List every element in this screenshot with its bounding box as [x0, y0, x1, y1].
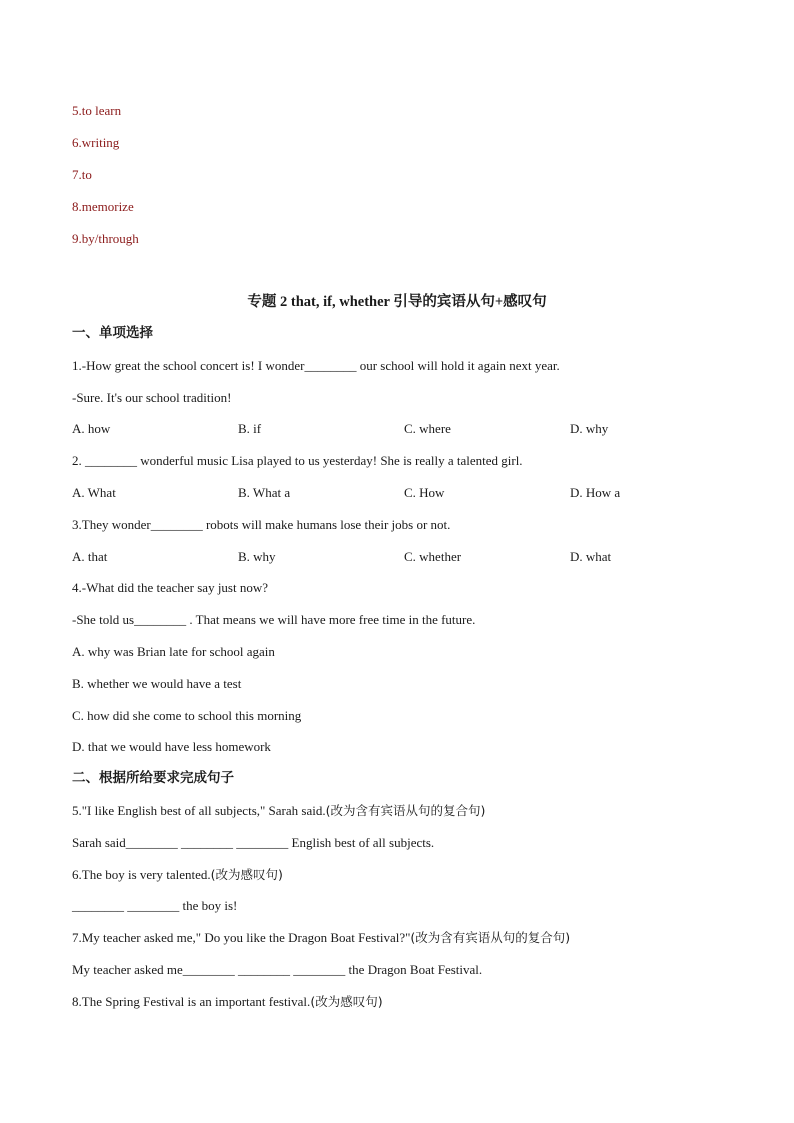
q4-reply: -She told us________ . That means we will have more free time in the future. — [72, 612, 476, 627]
answer-9: 9.by/through — [72, 231, 139, 246]
q5-answer-line: Sarah said________ ________ ________ English best of all subjects. — [72, 835, 435, 850]
q2-option-d: D. How a — [570, 485, 621, 500]
q7-prompt — [72, 930, 570, 946]
q3-option-c: C. whether — [404, 549, 462, 564]
q5-prompt — [72, 803, 485, 819]
q3-stem: 3.They wonder________ robots will make humans lose their jobs or not. — [72, 517, 451, 532]
q4-option-c: C. how did she come to school this morning — [72, 708, 302, 723]
q6-sentence: 6.The boy is very talented. — [72, 867, 211, 882]
q5-instruction: (改为含有宾语从句的复合句) — [325, 803, 486, 818]
answer-5: 5.to learn — [72, 103, 122, 118]
q4-stem: 4.-What did the teacher say just now? — [72, 580, 269, 595]
answer-6: 6.writing — [72, 135, 120, 150]
q1-stem: 1.-How great the school concert is! I wonder________ our school will hold it again next year. — [72, 358, 560, 373]
q7-answer-line: My teacher asked me________ ________ ________ the Dragon Boat Festival. — [72, 962, 483, 977]
answer-7: 7.to — [72, 167, 92, 182]
q6-prompt — [72, 867, 283, 883]
topic-title: 专题 2 that, if, whether 引导的宾语从句+感叹句 — [247, 294, 547, 310]
q1-option-a: A. how — [72, 421, 111, 436]
q2-stem: 2. ________ wonderful music Lisa played to us yesterday! She is really a talented girl. — [72, 453, 523, 468]
section-heading-multiple-choice: 一、单项选择 — [72, 325, 153, 341]
q7-instruction: (改为含有宾语从句的复合句) — [410, 930, 571, 945]
q2-option-a: A. What — [72, 485, 116, 500]
answer-8: 8.memorize — [72, 199, 134, 214]
q6-instruction: (改为感叹句) — [210, 867, 283, 882]
q8-prompt — [72, 994, 383, 1010]
q7-sentence: 7.My teacher asked me," Do you like the Dragon Boat Festival?" — [72, 930, 411, 945]
q2-option-c: C. How — [404, 485, 445, 500]
q3-option-a: A. that — [72, 549, 108, 564]
q1-option-c: C. where — [404, 421, 451, 436]
q5-sentence: 5."I like English best of all subjects," Sarah said. — [72, 803, 326, 818]
q4-option-b: B. whether we would have a test — [72, 676, 242, 691]
q4-option-d: D. that we would have less homework — [72, 739, 271, 754]
q3-option-b: B. why — [238, 549, 276, 564]
q1-option-d: D. why — [570, 421, 609, 436]
q8-instruction: (改为感叹句) — [310, 994, 383, 1009]
q2-option-b: B. What a — [238, 485, 291, 500]
q8-sentence: 8.The Spring Festival is an important festival. — [72, 994, 311, 1009]
q6-answer-line: ________ ________ the boy is! — [72, 898, 238, 913]
q3-option-d: D. what — [570, 549, 612, 564]
q4-option-a: A. why was Brian late for school again — [72, 644, 275, 659]
q1-reply: -Sure. It's our school tradition! — [72, 390, 232, 405]
section-heading-complete-sentences: 二、根据所给要求完成句子 — [72, 770, 234, 786]
q1-option-b: B. if — [238, 421, 262, 436]
